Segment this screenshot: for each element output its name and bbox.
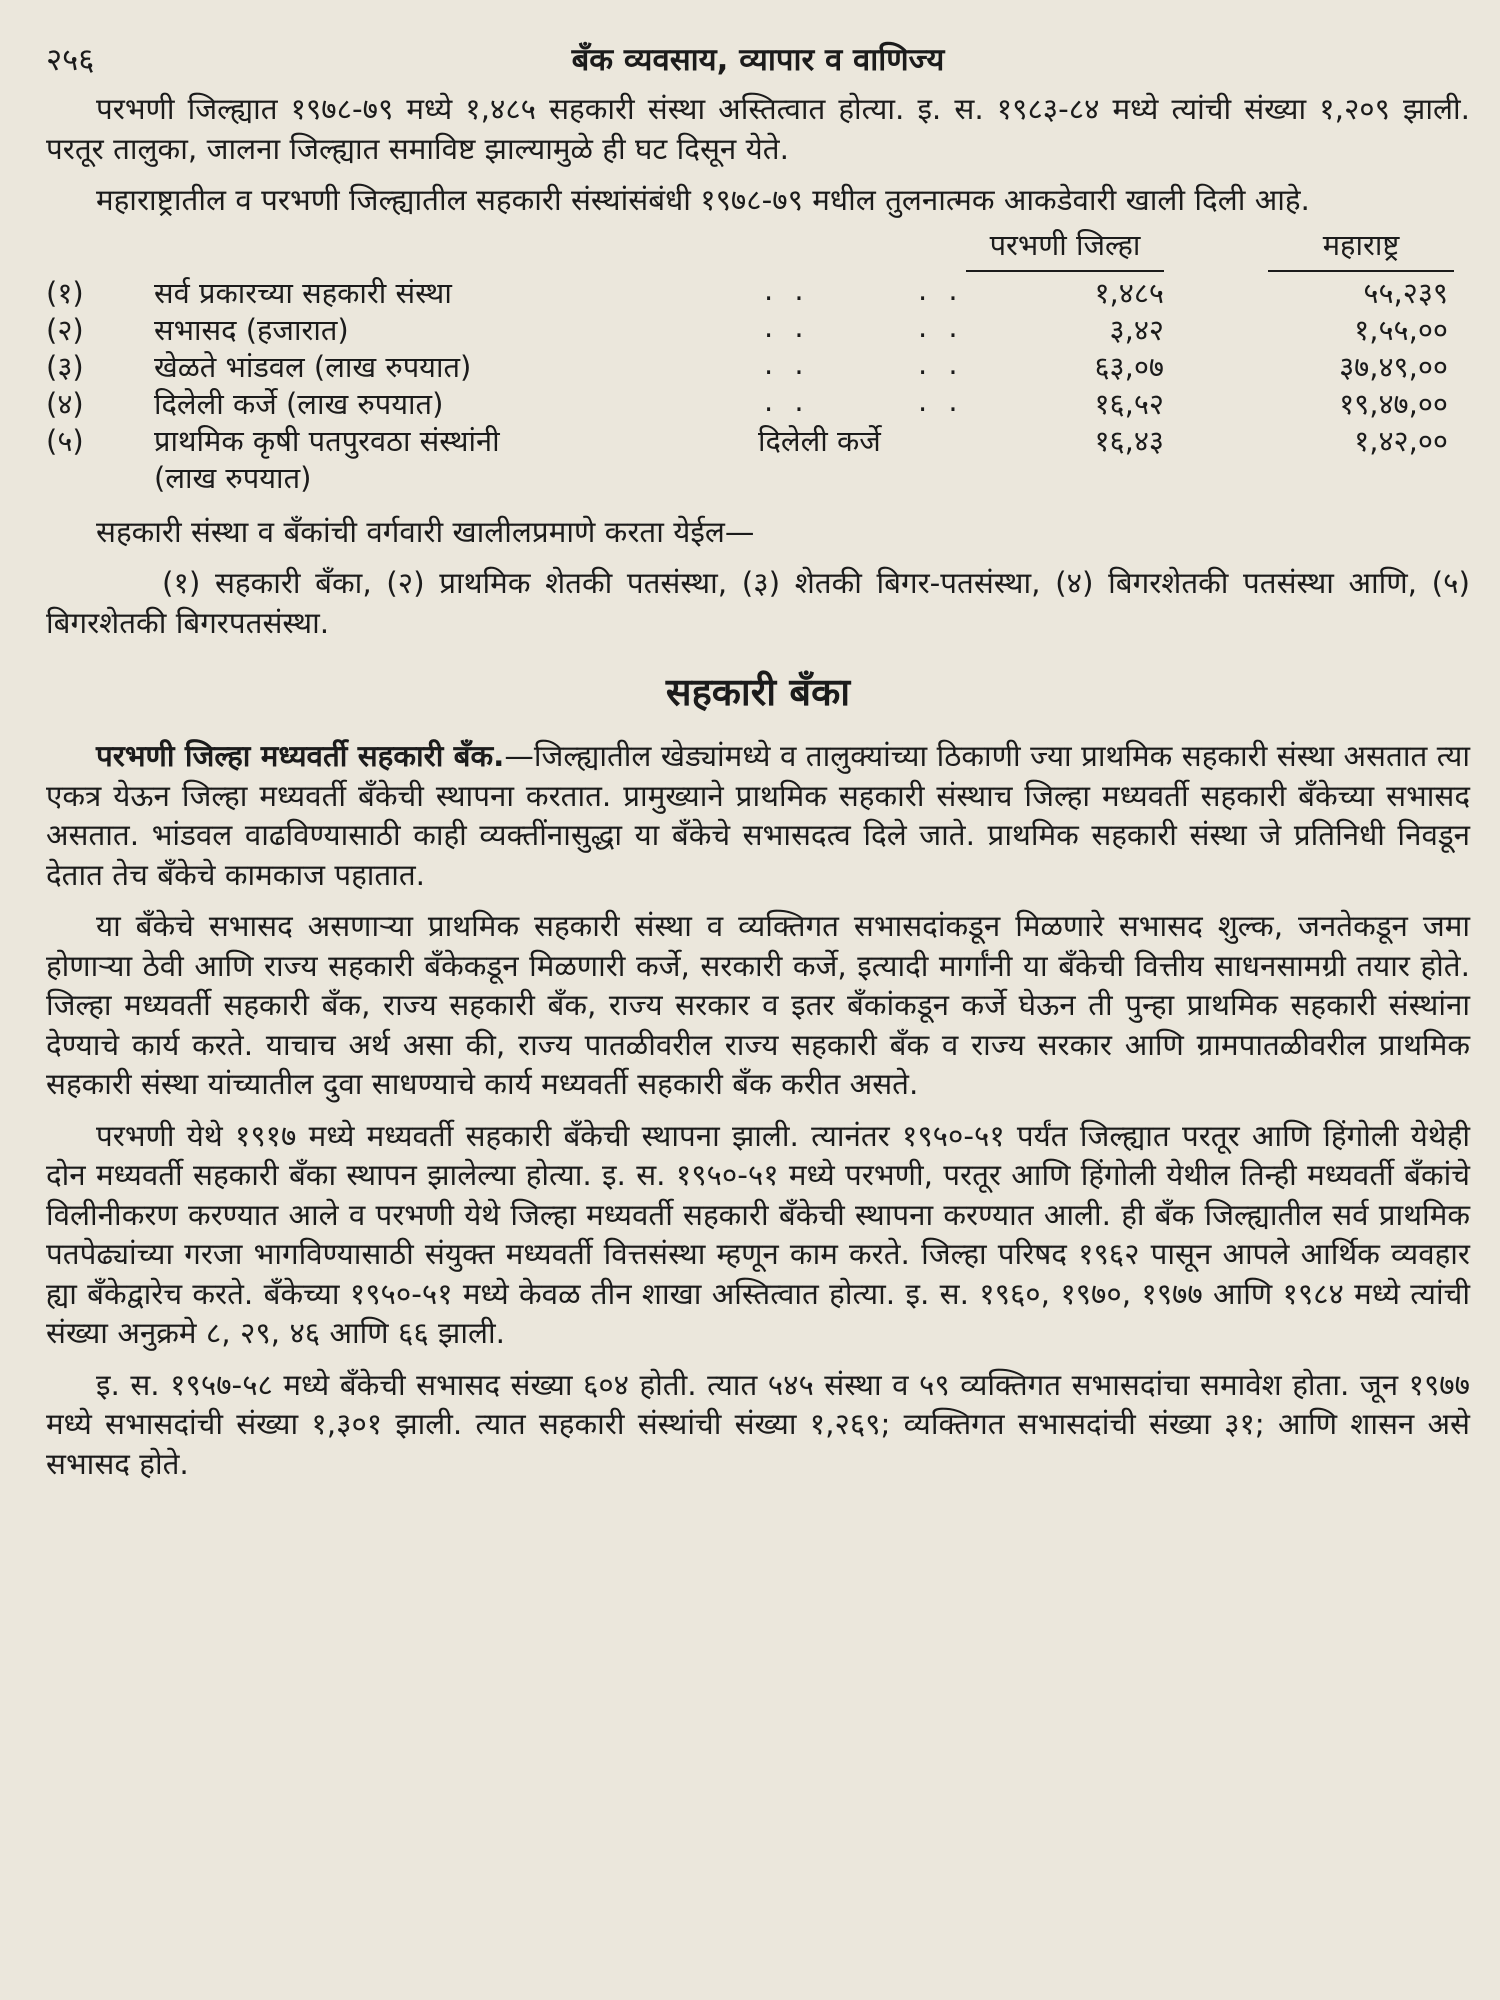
row-label: खेळते भांडवल (लाख रुपयात)	[154, 349, 472, 384]
comparison-table	[46, 225, 1470, 495]
section-paragraph-2: या बँकेचे सभासद असणाऱ्या प्राथमिक सहकारी संस्था व व्यक्तिगत सभासदांकडून मिळणारे सभासद शुल्क, जनतेकडून जमा होणाऱ्या ठेवी आणि राज्य सहकारी बँकेकडून मिळणारी कर्जे, सरकारी कर्जे, इत्यादी मार्गांनी या बँकेची वित्तीय साधनसामग्री तयार होते. जिल्हा मध्यवर्ती सहकारी बँक, राज्य सहकारी बँक, राज्य सरकार व इतर बँकांकडून कर्जे घेऊन ती पुन्हा प्राथमिक सहकारी संस्थांना देण्याचे कार्य करते. याचाच अर्थ असा की, राज्य पातळीवरील राज्य सहकारी बँक व राज्य सरकार आणि ग्रामपातळीवरील प्राथमिक सहकारी संस्था यांच्यातील दुवा साधण्याचे कार्य मध्यवर्ती सहकारी बँक करीत असते.	[46, 909, 1470, 1101]
district-value: १६,४३	[1094, 423, 1164, 458]
row-label: दिलेली कर्जे (लाख रुपयात)	[154, 386, 444, 421]
page-number: २५६	[46, 42, 95, 78]
table-row-continuation	[46, 458, 1470, 495]
intro-paragraph-2: महाराष्ट्रातील व परभणी जिल्ह्यातील सहकारी संस्थांसंबंधी १९७८-७९ मधील तुलनात्मक आकडेवारी खाली दिली आहे.	[96, 183, 1310, 217]
district-value: १६,५२	[1094, 386, 1164, 421]
state-value: १,४२,००	[1354, 423, 1448, 458]
state-value: १९,४७,००	[1339, 386, 1448, 421]
leader-dots: . .	[918, 346, 964, 381]
leader-dots: . .	[764, 309, 810, 344]
section-heading: सहकारी बँका	[665, 670, 851, 714]
leader-dots: . .	[764, 346, 810, 381]
classification-intro: सहकारी संस्था व बँकांची वर्गवारी खालीलप्रमाणे करता येईल—	[96, 514, 755, 549]
district-value: ६३,०७	[1094, 349, 1164, 384]
leader-dots: . .	[918, 272, 964, 307]
row-label: सर्व प्रकारच्या सहकारी संस्था	[154, 275, 452, 310]
column-header-district: परभणी जिल्हा	[966, 225, 1164, 272]
page-header	[46, 38, 1470, 90]
run-in-heading: परभणी जिल्हा मध्यवर्ती सहकारी बँक.	[96, 739, 505, 773]
district-value: ३,४२	[1109, 312, 1164, 347]
row-number: (२)	[46, 312, 84, 347]
classification-items: (१) सहकारी बँका, (२) प्राथमिक शेतकी पतसंस्था, (३) शेतकी बिगर-पतसंस्था, (४) बिगरशेतकी पतसंस्था आणि, (५) बिगरशेतकी बिगरपतसंस्था.	[46, 566, 1470, 640]
intro-paragraph-1: परभणी जिल्ह्यात १९७८-७९ मध्ये १,४८५ सहकारी संस्था अस्तित्वात होत्या. इ. स. १९८३-८४ मध्ये त्यांची संख्या १,२०९ झाली. परतूर तालुका, जालना जिल्ह्यात समाविष्ट झाल्यामुळे ही घट दिसून येते.	[46, 92, 1470, 166]
district-value: १,४८५	[1094, 275, 1164, 310]
table-row	[46, 273, 1470, 310]
table-row	[46, 384, 1470, 421]
row-number: (४)	[46, 386, 84, 421]
section-paragraph-4: इ. स. १९५७-५८ मध्ये बँकेची सभासद संख्या ६०४ होती. त्यात ५४५ संस्था व ५९ व्यक्तिगत सभासदांचा समावेश होता. जून १९७७ मध्ये सभासदांची संख्या १,३०१ झाली. त्यात सहकारी संस्थांची संख्या १,२६९; व्यक्तिगत सभासदांची संख्या ३१; आणि शासन असे सभासद होते.	[46, 1367, 1470, 1481]
section-paragraph-1	[46, 737, 1470, 895]
row-label: सभासद (हजारात)	[154, 312, 349, 347]
running-title: बँक व्यवसाय, व्यापार व वाणिज्य	[571, 42, 945, 78]
leader-dots: . .	[918, 309, 964, 344]
state-value: ५५,२३९	[1363, 275, 1448, 310]
table-row	[46, 347, 1470, 384]
section-paragraph-1-text: —जिल्ह्यातील खेड्यांमध्ये व तालुक्यांच्या ठिकाणी ज्या प्राथमिक सहकारी संस्था असतात त्या एकत्र येऊन जिल्हा मध्यवर्ती बँकेची स्थापना करतात. प्रामुख्याने प्राथमिक सहकारी संस्थाच जिल्हा मध्यवर्ती सहकारी बँकेच्या सभासद असतात. भांडवल वाढविण्यासाठी काही व्यक्तींनासुद्धा या बँकेचे सभासदत्व दिले जाते. प्राथमिक सहकारी संस्था जे प्रतिनिधी निवडून देतात तेच बँकेचे कामकाज पहातात.	[46, 739, 1470, 892]
row-label-continued: दिलेली कर्जे	[758, 423, 881, 458]
classification-list	[46, 564, 1470, 643]
leader-dots: . .	[918, 383, 964, 418]
column-header-state: महाराष्ट्र	[1268, 225, 1454, 272]
row-label-unit: (लाख रुपयात)	[154, 460, 312, 495]
state-value: १,५५,००	[1354, 312, 1448, 347]
row-label: प्राथमिक कृषी पतपुरवठा संस्थांनी	[154, 423, 500, 458]
table-row	[46, 421, 1470, 458]
leader-dots: . .	[764, 272, 810, 307]
table-row	[46, 310, 1470, 347]
leader-dots: . .	[764, 383, 810, 418]
row-number: (५)	[46, 423, 84, 458]
table-header	[46, 225, 1470, 273]
section-paragraph-3: परभणी येथे १९१७ मध्ये मध्यवर्ती सहकारी बँकेची स्थापना झाली. त्यानंतर १९५०-५१ पर्यंत जिल्ह्यात परतूर आणि हिंगोली येथेही दोन मध्यवर्ती सहकारी बँका स्थापन झालेल्या होत्या. इ. स. १९५०-५१ मध्ये परभणी, परतूर आणि हिंगोली येथील तिन्ही मध्यवर्ती बँकांचे विलीनीकरण करण्यात आले व परभणी येथे जिल्हा मध्यवर्ती सहकारी बँकेची स्थापना करण्यात आली. ही बँक जिल्ह्यातील सर्व प्राथमिक पतपेढ्यांच्या गरजा भागविण्यासाठी संयुक्त मध्यवर्ती वित्तसंस्था म्हणून काम करते. जिल्हा परिषद १९६२ पासून आपले आर्थिक व्यवहार ह्या बँकेद्वारेच करते. बँकेच्या १९५०-५१ मध्ये केवळ तीन शाखा अस्तित्वात होत्या. इ. स. १९६०, १९७०, १९७७ आणि १९८४ मध्ये त्यांची संख्या अनुक्रमे ८, २९, ४६ आणि ६६ झाली.	[46, 1118, 1470, 1350]
row-number: (१)	[46, 275, 84, 310]
row-number: (३)	[46, 349, 84, 384]
state-value: ३७,४९,००	[1339, 349, 1448, 384]
